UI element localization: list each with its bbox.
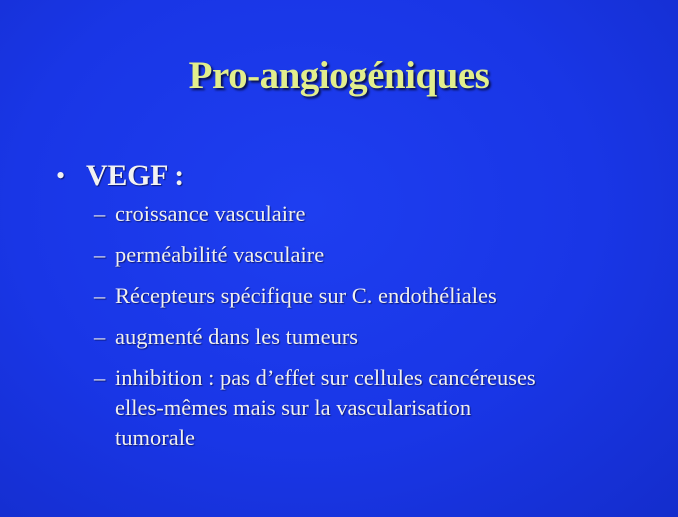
sub-bullet-text xyxy=(115,199,654,229)
text-line: croissance vasculaire xyxy=(115,201,306,226)
sub-bullet-item xyxy=(94,199,654,229)
text-line: Récepteurs spécifique sur C. endothéliales xyxy=(115,283,497,308)
dash-marker: – xyxy=(94,283,106,308)
sub-bullet-text xyxy=(115,363,654,453)
text-line: elles-mêmes mais sur la vascularisation xyxy=(115,395,472,420)
text-line: tumorale xyxy=(115,425,195,450)
sub-bullet-text xyxy=(115,240,654,270)
slide-title: Pro-angiogéniques xyxy=(188,54,490,97)
dash-marker: – xyxy=(94,365,106,390)
bullet-dot: • xyxy=(56,161,66,190)
sub-bullet-text xyxy=(115,281,654,311)
sub-bullet-list xyxy=(94,199,654,453)
sub-bullet-item xyxy=(94,281,654,311)
text-line: perméabilité vasculaire xyxy=(115,242,325,267)
sub-bullet-item xyxy=(94,240,654,270)
sub-bullet-text xyxy=(115,322,654,352)
dash-marker: – xyxy=(94,242,106,267)
bullet-label: VEGF : xyxy=(86,159,184,192)
sub-bullet-item xyxy=(94,363,654,453)
text-line: inhibition : pas d’effet sur cellules cancéreuses xyxy=(115,365,536,390)
dash-marker: – xyxy=(94,324,106,349)
bullet-vegf xyxy=(56,156,184,196)
dash-marker: – xyxy=(94,201,106,226)
sub-bullet-item xyxy=(94,322,654,352)
text-line: augmenté dans les tumeurs xyxy=(115,324,359,349)
